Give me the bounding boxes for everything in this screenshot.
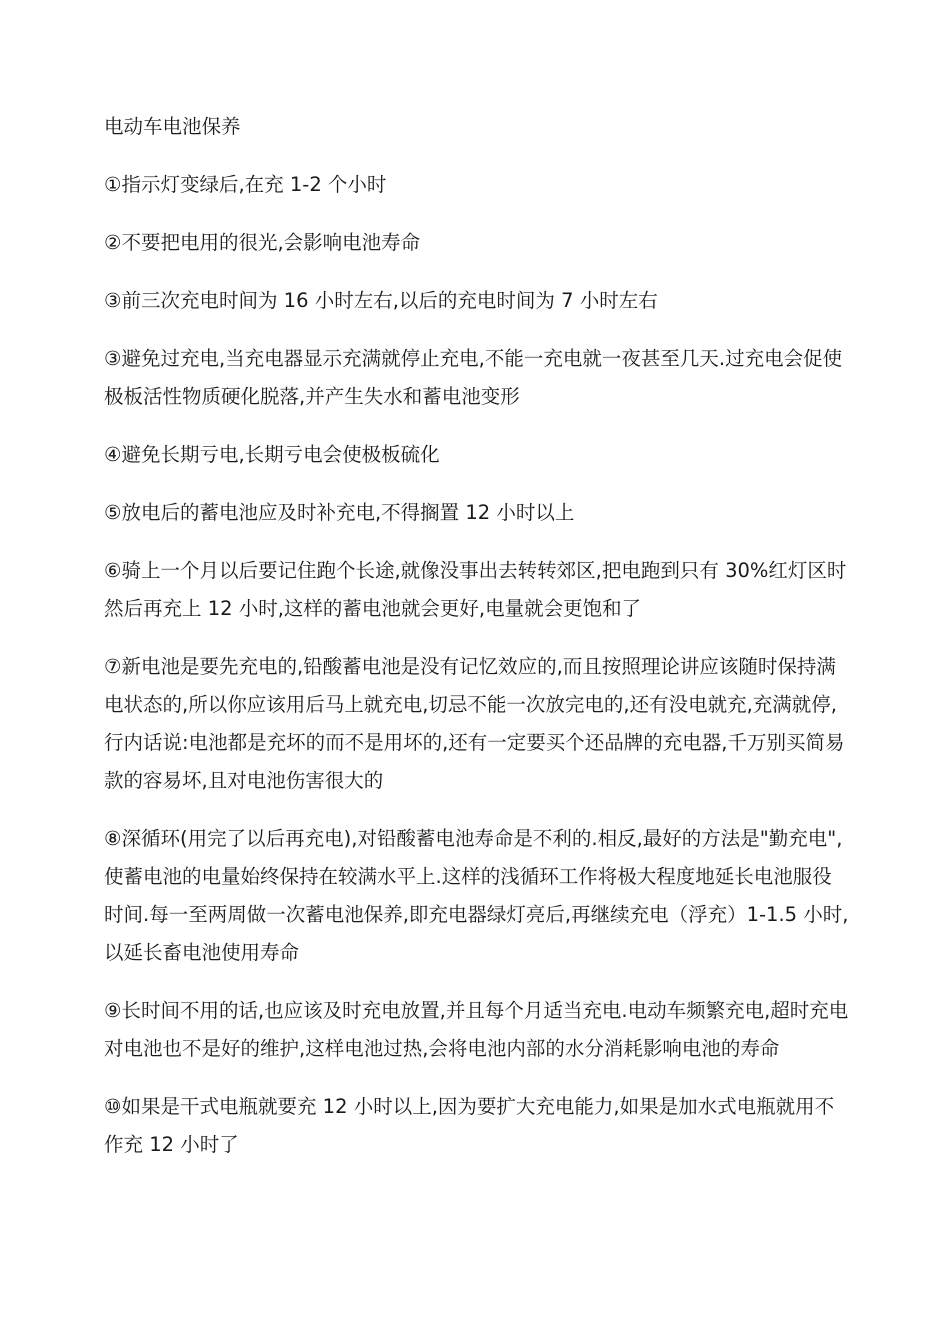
paragraph-6: ⑤放电后的蓄电池应及时补充电,不得搁置 12 小时以上	[104, 501, 575, 524]
paragraph-9: ⑧深循环(用完了以后再充电),对铅酸蓄电池寿命是不利的.相反,最好的方法是"勤充电",使蓄电池的电量始终保持在较满水平上.这样的浅循环工作将极大程度地延长电池服役时间.每一至两周做一次蓄电池保养,即充电器绿灯亮后,再继续充电（浮充）1-1.5 小时,以延长畜电池使用寿命	[104, 827, 849, 964]
paragraph-10: ⑨长时间不用的话,也应该及时充电放置,并且每个月适当充电.电动车频繁充电,超时充电对电池也不是好的维护,这样电池过热,会将电池内部的水分消耗影响电池的寿命	[104, 999, 849, 1060]
paragraph-11: ⑩如果是干式电瓶就要充 12 小时以上,因为要扩大充电能力,如果是加水式电瓶就用不作充 12 小时了	[104, 1095, 835, 1156]
paragraph-1: ①指示灯变绿后,在充 1-2 个小时	[104, 173, 387, 196]
paragraph-2: ②不要把电用的很光,会影响电池寿命	[104, 231, 421, 254]
document-body	[104, 108, 849, 1184]
paragraph-8: ⑦新电池是要先充电的,铅酸蓄电池是没有记忆效应的,而且按照理论讲应该随时保持满电状态的,所以你应该用后马上就充电,切忌不能一次放完电的,还有没电就充,充满就停,行内话说:电池都是充坏的而不是用坏的,还有一定要买个还品牌的充电器,千万别买简易款的容易坏,且对电池伤害很大的	[104, 655, 845, 792]
paragraph-7: ⑥骑上一个月以后要记住跑个长途,就像没事出去转转郊区,把电跑到只有 30%红灯区时然后再充上 12 小时,这样的蓄电池就会更好,电量就会更饱和了	[104, 559, 847, 620]
document-title: 电动车电池保养	[104, 115, 241, 138]
paragraph-5: ④避免长期亏电,长期亏电会使极板硫化	[104, 443, 440, 466]
paragraph-4: ③避免过充电,当充电器显示充满就停止充电,不能一充电就一夜甚至几天.过充电会促使极板活性物质硬化脱落,并产生失水和蓄电池变形	[104, 347, 843, 408]
paragraph-3: ③前三次充电时间为 16 小时左右,以后的充电时间为 7 小时左右	[104, 289, 658, 312]
